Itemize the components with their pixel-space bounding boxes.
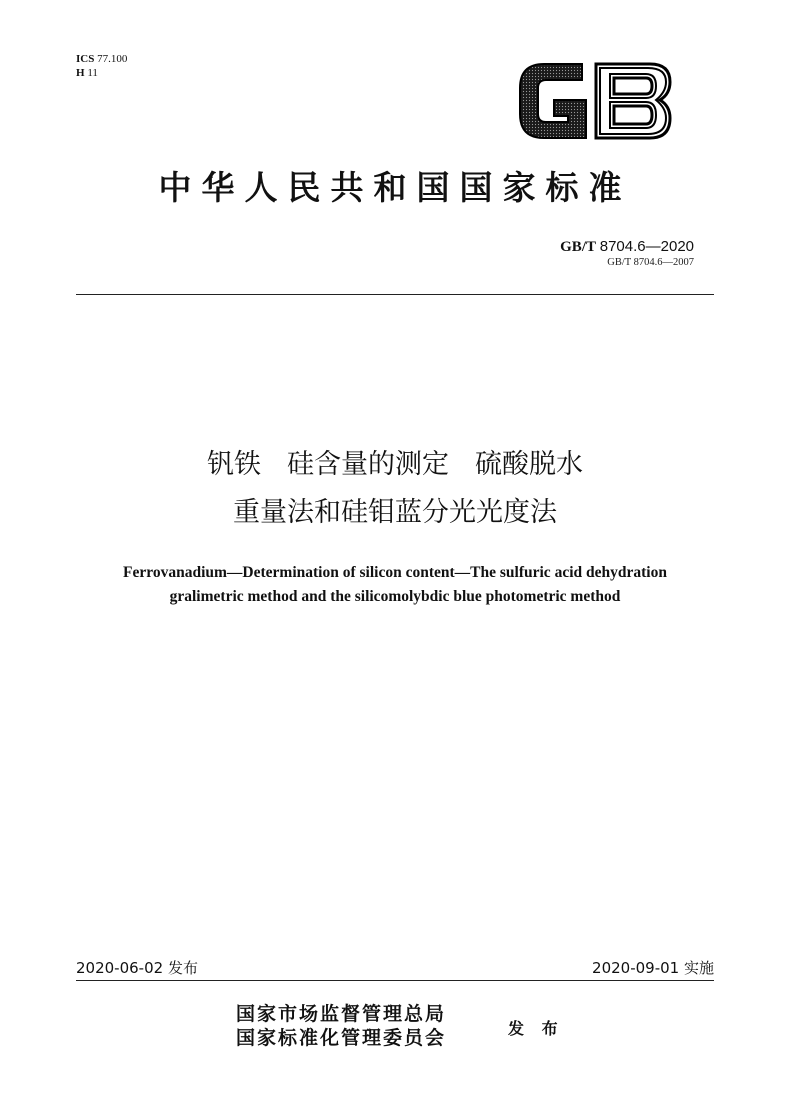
classification-codes xyxy=(76,52,127,80)
header-divider xyxy=(76,294,714,295)
footer-divider xyxy=(76,980,714,981)
issuer-sac: 国家标准化管理委员会 xyxy=(236,1027,447,1049)
chinese-title-line-2: 重量法和硅钼蓝分光光度法 xyxy=(233,497,557,528)
national-standard-title: 中华人民共和国国家标准 xyxy=(158,168,632,207)
issuing-authorities xyxy=(236,1002,446,1050)
english-title-line-1: Ferrovanadium—Determination of silicon content—The sulfuric acid dehydration xyxy=(123,564,667,581)
issue-action: 发 布 xyxy=(508,1019,564,1038)
standard-number-block xyxy=(560,238,694,269)
chinese-title-line-1: 钒铁 硅含量的测定 硫酸脱水 xyxy=(207,449,583,480)
ccs-code: H 11 xyxy=(76,67,98,79)
standard-number: GB/T 8704.6—2020 xyxy=(560,238,694,255)
replaced-standard-number: GB/T 8704.6—2007 xyxy=(607,257,694,268)
gb-logo-icon xyxy=(516,60,674,142)
issuer-samr: 国家市场监督管理总局 xyxy=(236,1003,447,1025)
implementation-date: 2020-09-01 实施 xyxy=(592,959,714,977)
ics-code: ICS 77.100 xyxy=(76,53,128,65)
issue-date: 2020-06-02 发布 xyxy=(76,959,198,977)
english-title-line-2: gralimetric method and the silicomolybdic blue photometric method xyxy=(169,588,621,605)
